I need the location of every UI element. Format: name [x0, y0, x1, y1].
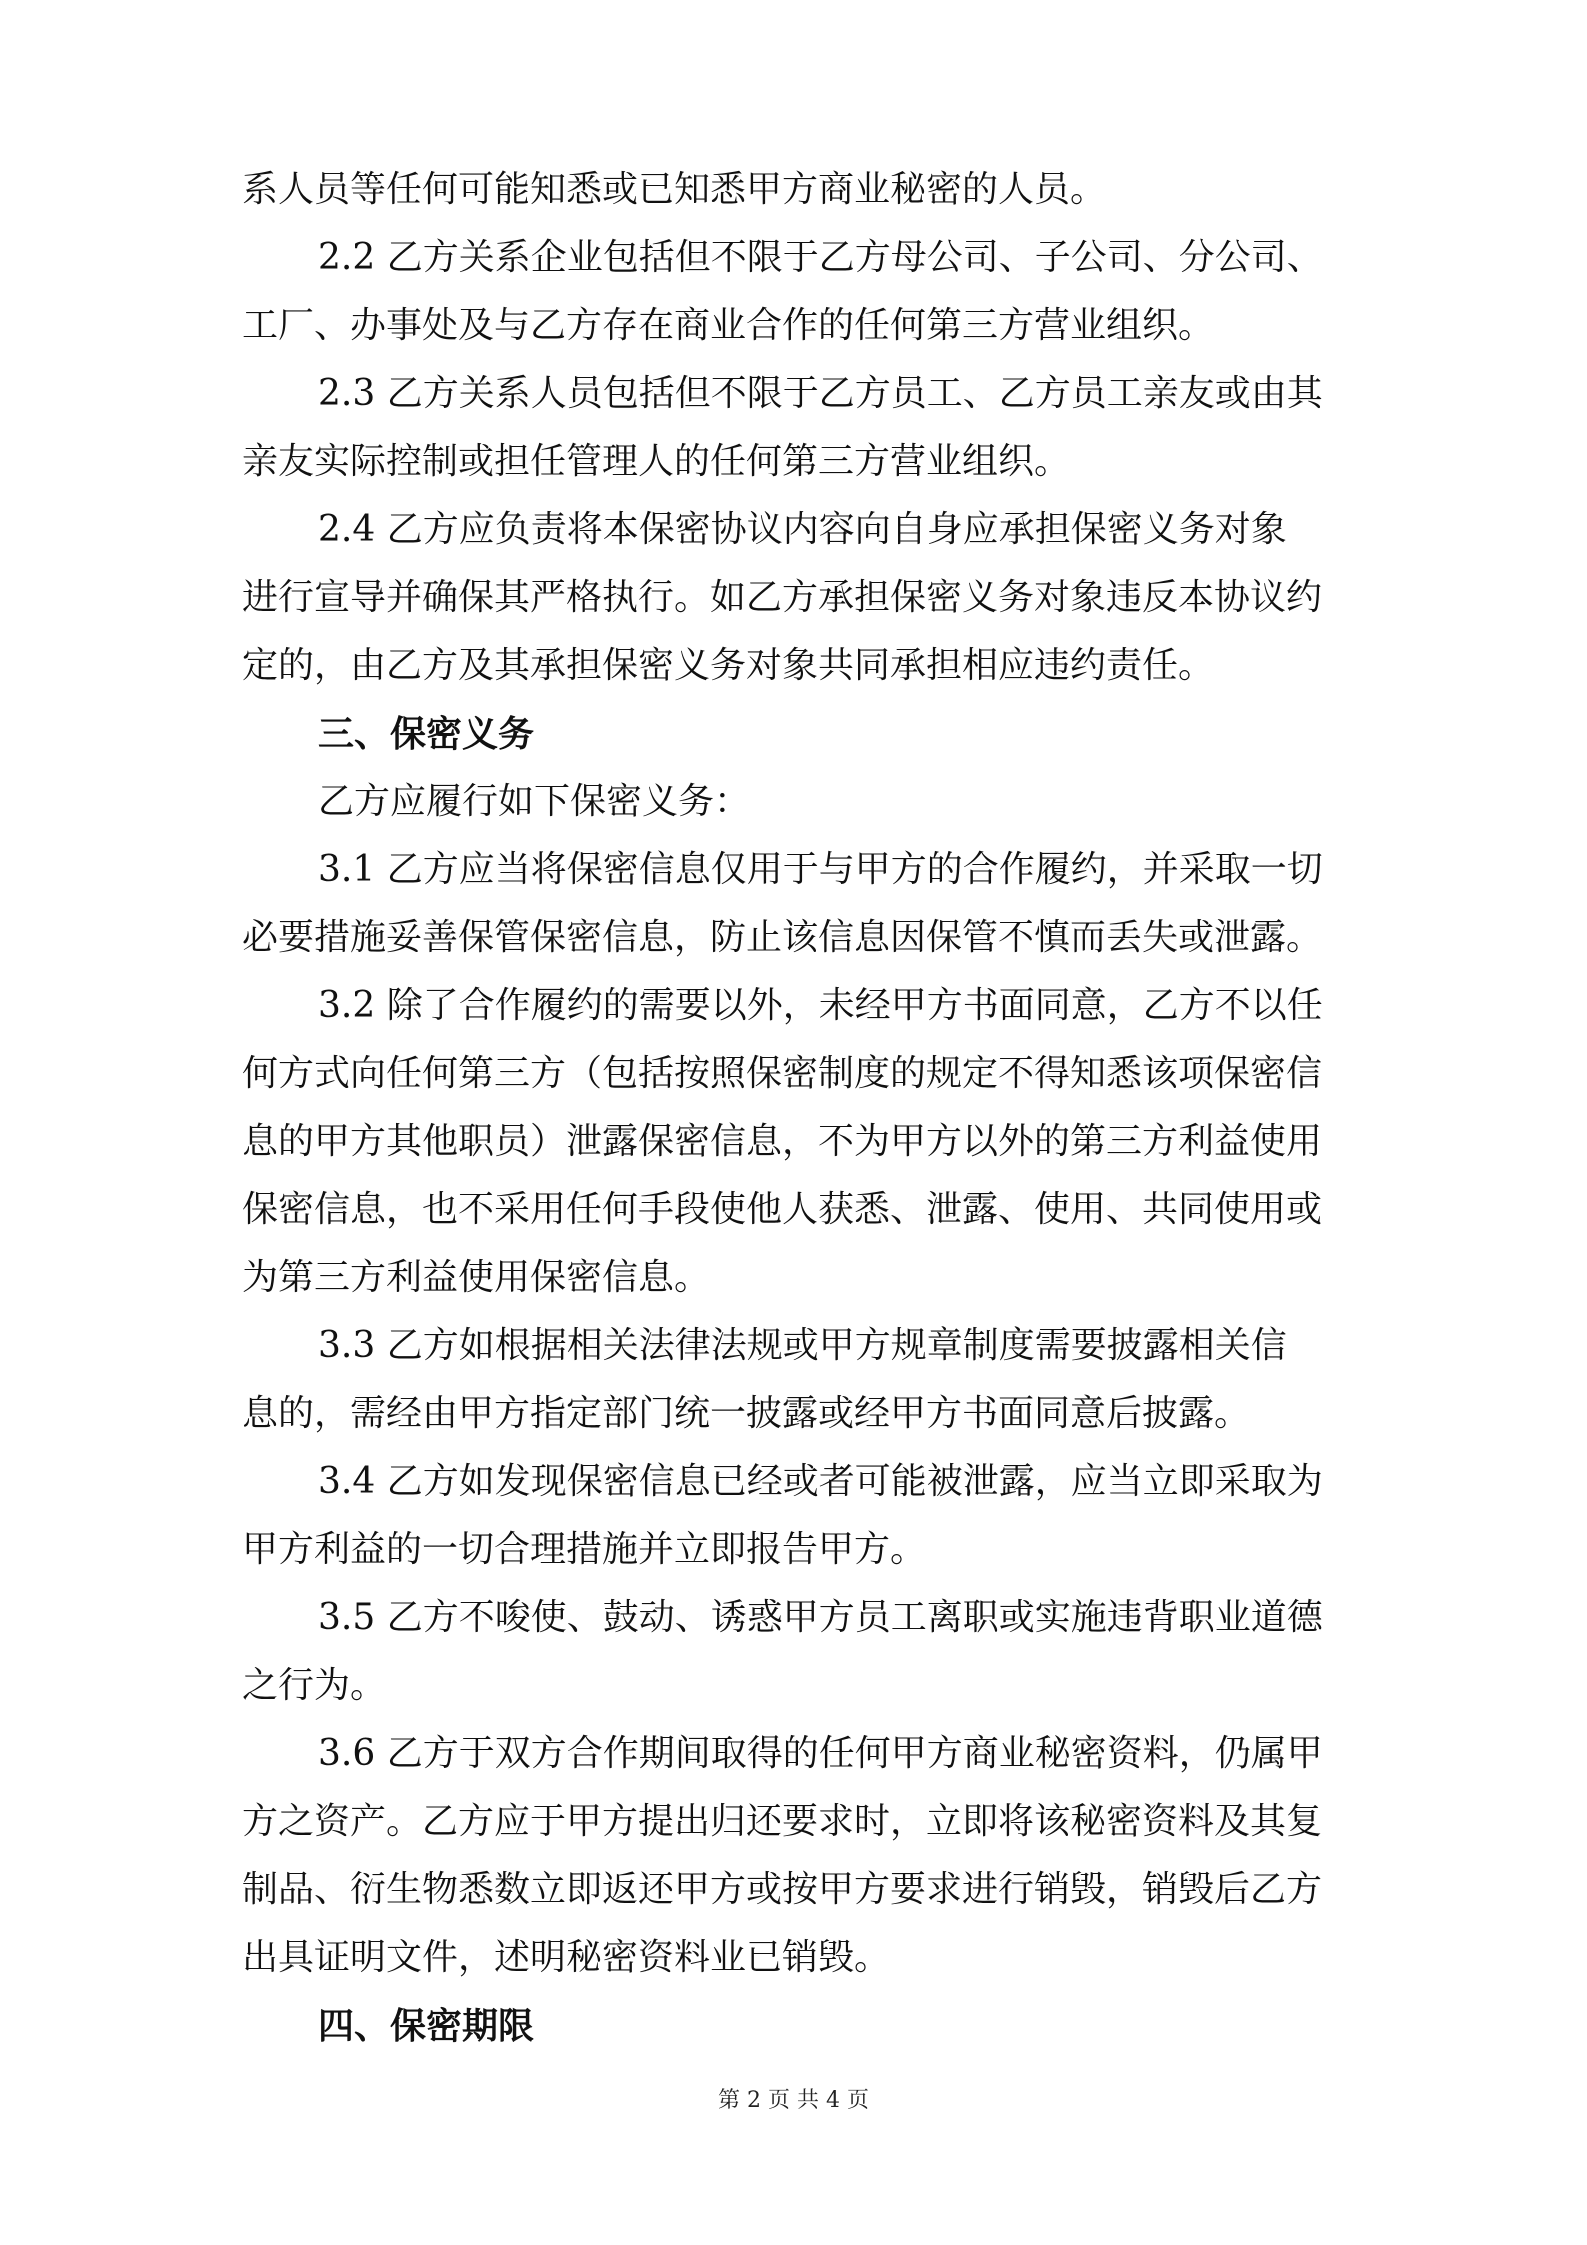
document-line: 甲方利益的一切合理措施并立即报告甲方。 [242, 1529, 927, 1570]
document-line: 出具证明文件，述明秘密资料业已销毁。 [242, 1937, 891, 1978]
document-line: 何方式向任何第三方（包括按照保密制度的规定不得知悉该项保密信 [242, 1053, 1323, 1094]
document-line: 必要措施妥善保管保密信息，防止该信息因保管不慎而丢失或泄露。 [242, 917, 1323, 958]
document-line: 3.4 乙方如发现保密信息已经或者可能被泄露，应当立即采取为 [318, 1461, 1323, 1502]
document-line: 为第三方利益使用保密信息。 [242, 1257, 711, 1298]
document-line: 系人员等任何可能知悉或已知悉甲方商业秘密的人员。 [242, 169, 1107, 210]
document-line: 保密信息，也不采用任何手段使他人获悉、泄露、使用、共同使用或 [242, 1189, 1323, 1230]
document-line: 息的甲方其他职员）泄露保密信息，不为甲方以外的第三方利益使用 [242, 1121, 1323, 1162]
document-line: 工厂、办事处及与乙方存在商业合作的任何第三方营业组织。 [242, 305, 1215, 346]
document-line: 2.4 乙方应负责将本保密协议内容向自身应承担保密义务对象 [318, 509, 1287, 550]
document-line: 进行宣导并确保其严格执行。如乙方承担保密义务对象违反本协议约 [242, 577, 1323, 618]
page-footer: 第 2 页 共 4 页 [718, 2088, 869, 2113]
document-line: 之行为。 [242, 1665, 387, 1706]
document-line: 乙方应履行如下保密义务： [318, 781, 751, 822]
document-line: 3.1 乙方应当将保密信息仅用于与甲方的合作履约，并采取一切 [318, 849, 1323, 890]
document-line: 方之资产。乙方应于甲方提出归还要求时，立即将该秘密资料及其复 [242, 1801, 1323, 1842]
section-heading: 四、保密期限 [318, 2005, 535, 2047]
document-line: 3.6 乙方于双方合作期间取得的任何甲方商业秘密资料，仍属甲 [318, 1733, 1323, 1774]
document-line: 3.3 乙方如根据相关法律法规或甲方规章制度需要披露相关信 [318, 1325, 1287, 1366]
document-line: 2.2 乙方关系企业包括但不限于乙方母公司、子公司、分公司、 [318, 237, 1323, 278]
document-line: 2.3 乙方关系人员包括但不限于乙方员工、乙方员工亲友或由其 [318, 373, 1323, 414]
document-line: 亲友实际控制或担任管理人的任何第三方营业组织。 [242, 441, 1071, 482]
document-line: 息的，需经由甲方指定部门统一披露或经甲方书面同意后披露。 [242, 1393, 1251, 1434]
document-line: 3.2 除了合作履约的需要以外，未经甲方书面同意，乙方不以任 [318, 985, 1323, 1026]
document-line: 制品、衍生物悉数立即返还甲方或按甲方要求进行销毁，销毁后乙方 [242, 1869, 1323, 1910]
section-heading: 三、保密义务 [318, 713, 535, 755]
document-line: 定的，由乙方及其承担保密义务对象共同承担相应违约责任。 [242, 645, 1215, 686]
document-body [242, 156, 1350, 2060]
document-line: 3.5 乙方不唆使、鼓动、诱惑甲方员工离职或实施违背职业道德 [318, 1597, 1323, 1638]
